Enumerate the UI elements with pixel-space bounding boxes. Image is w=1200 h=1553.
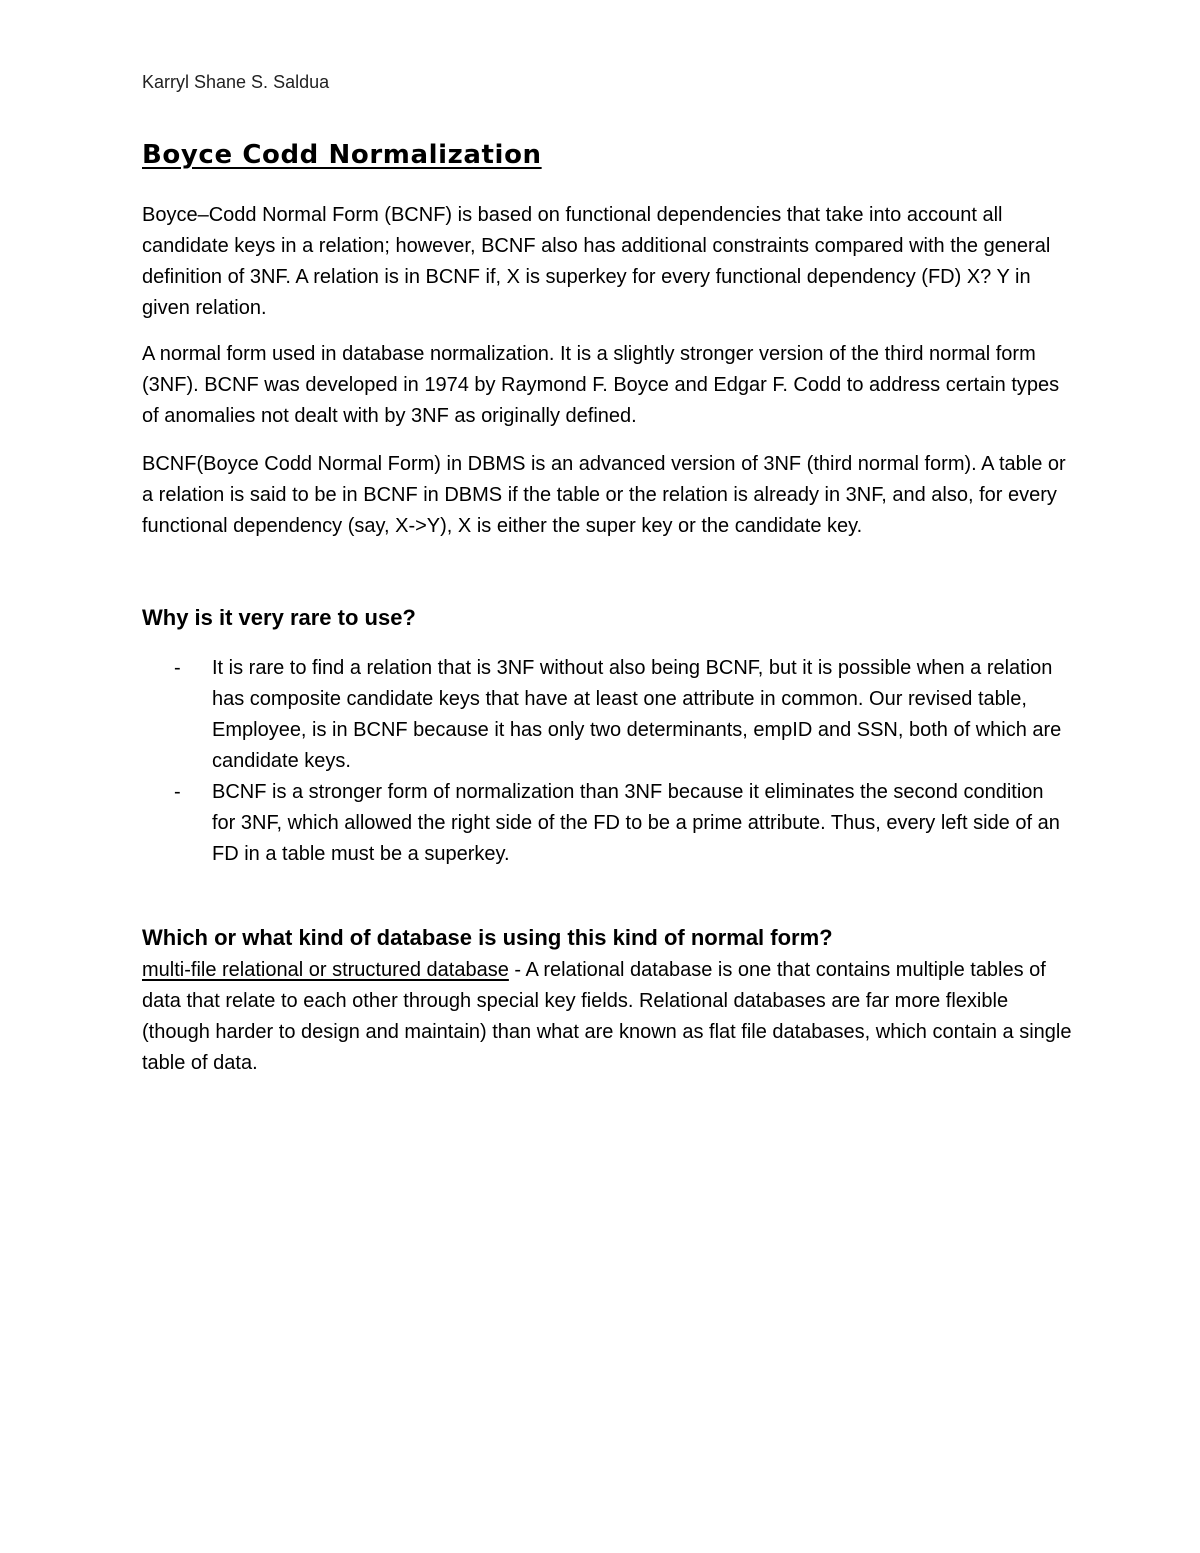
paragraph-body-text: - A relational database is one that contains multiple tables of data that relate to each other through special key fields. Relational databases are far more flexible (though harder to design and maintain) than what are known as flat file databases, which contain a single table of data.: [142, 959, 1072, 1074]
underlined-term: multi-file relational or structured database: [142, 959, 509, 981]
paragraph-text: [142, 955, 1072, 1079]
bullet-dash: -: [174, 781, 181, 803]
section-heading-why-rare: Why is it very rare to use?: [142, 605, 416, 630]
list-item: [142, 653, 1072, 777]
document-title: Boyce Codd Normalization: [142, 140, 542, 170]
list-item-text: BCNF is a stronger form of normalization than 3NF because it eliminates the second condition for 3NF, which allowed the right side of the FD to be a prime attribute. Thus, every left side of an FD in a table must be a superkey.: [212, 781, 1060, 865]
section-heading-which-database: Which or what kind of database is using this kind of normal form?: [142, 925, 833, 950]
bullet-dash: -: [174, 657, 181, 679]
paragraph-bcnf-definition: [142, 200, 1072, 324]
paragraph-bcnf-history: [142, 339, 1072, 432]
paragraph-bcnf-dbms: [142, 449, 1072, 542]
list-item-text: It is rare to find a relation that is 3NF without also being BCNF, but it is possible when a relation has composite candidate keys that have at least one attribute in common. Our revised table, Employee, is in BCNF because it has only two determinants, empID and SSN, both of which are candidate keys.: [212, 657, 1062, 772]
paragraph-relational-database: [142, 955, 1072, 1079]
bullet-list-why-rare: [142, 653, 1072, 870]
author-name: Karryl Shane S. Saldua: [142, 72, 330, 92]
paragraph-text: Boyce–Codd Normal Form (BCNF) is based on functional dependencies that take into account all candidate keys in a relation; however, BCNF also has additional constraints compared with the general definition of 3NF. A relation is in BCNF if, X is superkey for every functional dependency (FD) X? Y in given relation.: [142, 204, 1051, 319]
list-item: [142, 777, 1072, 870]
paragraph-text: A normal form used in database normalization. It is a slightly stronger version of the third normal form (3NF). BCNF was developed in 1974 by Raymond F. Boyce and Edgar F. Codd to address certain types of anomalies not dealt with by 3NF as originally defined.: [142, 343, 1060, 427]
paragraph-text: BCNF(Boyce Codd Normal Form) in DBMS is an advanced version of 3NF (third normal form). A table or a relation is said to be in BCNF in DBMS if the table or the relation is already in 3NF, and also, for every functional dependency (say, X->Y), X is either the super key or the candidate key.: [142, 453, 1066, 537]
